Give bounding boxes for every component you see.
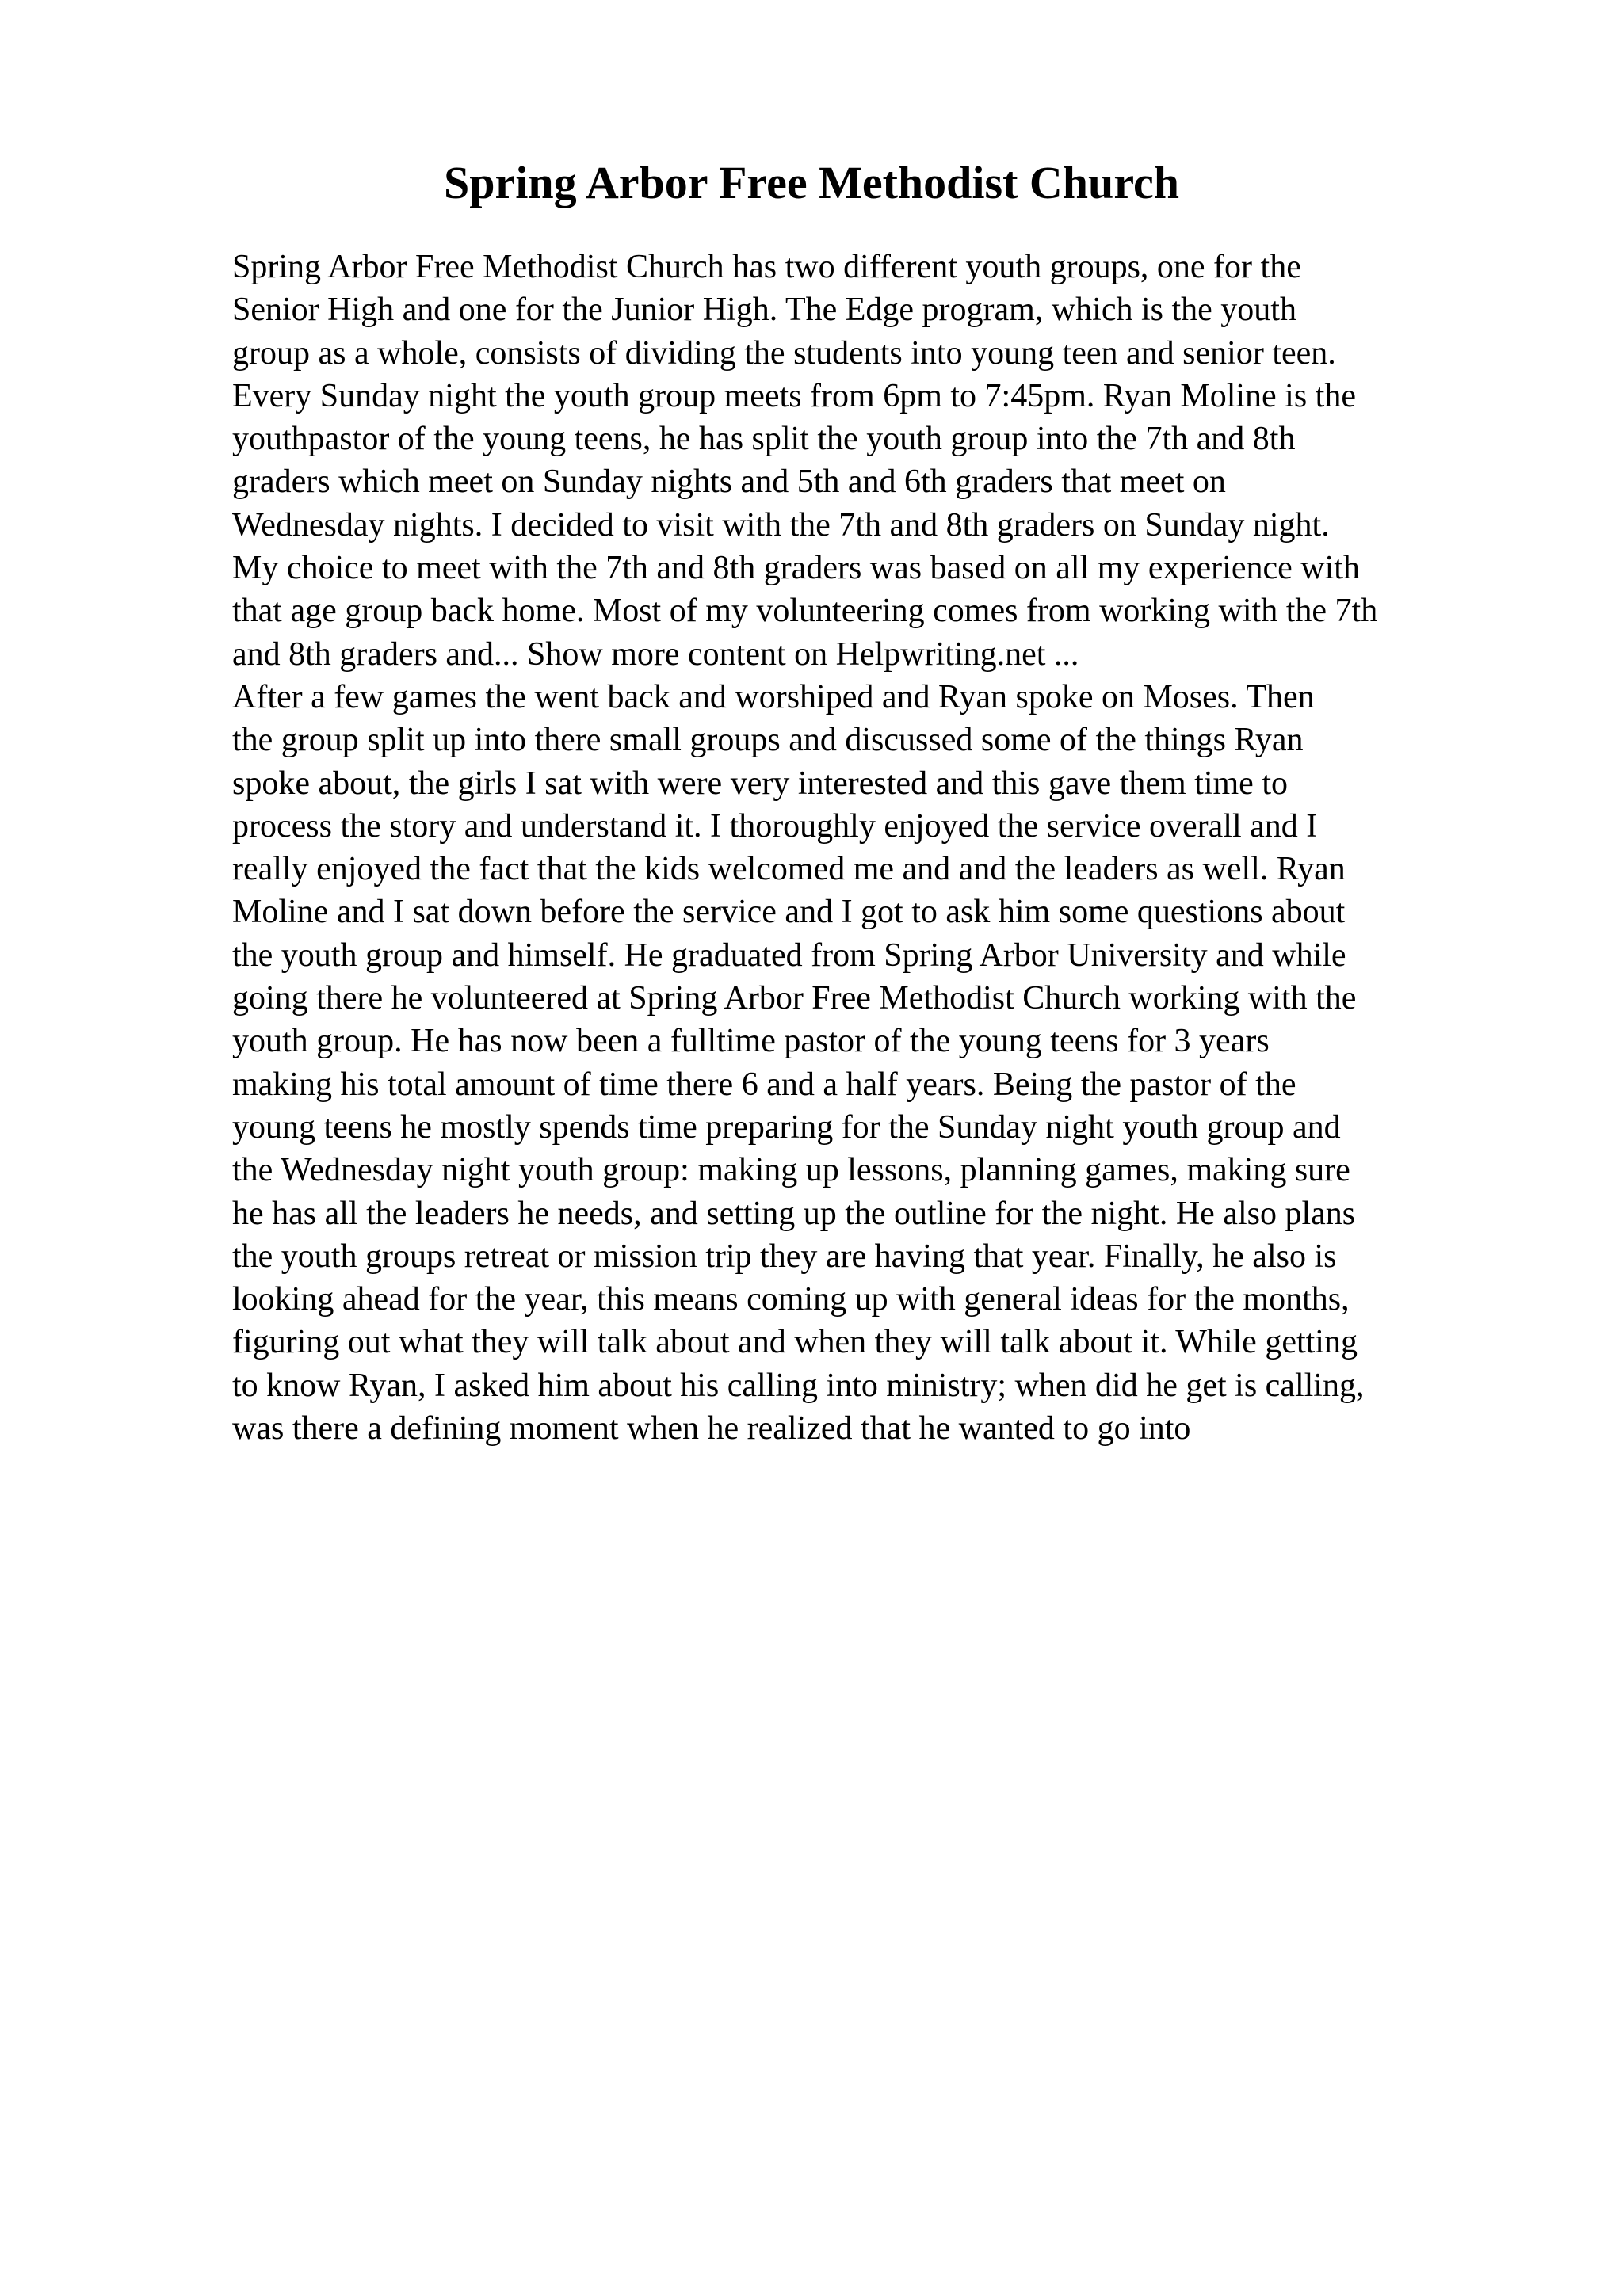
- body-line: Senior High and one for the Junior High. The Edge program, which is the youth: [232, 292, 1296, 329]
- body-line: making his total amount of time there 6 and a half years. Being the pastor of the: [232, 1066, 1296, 1103]
- body-line: figuring out what they will talk about and when they will talk about it. While getting: [232, 1324, 1358, 1361]
- body-line: My choice to meet with the 7th and 8th graders was based on all my experience with: [232, 550, 1360, 587]
- body-line: Moline and I sat down before the service and I got to ask him some questions about: [232, 894, 1346, 931]
- body-line: young teens he mostly spends time preparing for the Sunday night youth group and: [232, 1108, 1341, 1146]
- body-line: that age group back home. Most of my volunteering comes from working with the 7th: [232, 593, 1378, 630]
- body-line: spoke about, the girls I sat with were very interested and this gave them time to: [232, 765, 1288, 802]
- body-line: and 8th graders and... Show more content on Helpwriting.net ...: [232, 635, 1079, 673]
- body-line: the group split up into there small groups and discussed some of the things Ryan: [232, 722, 1304, 759]
- body-line: really enjoyed the fact that the kids welcomed me and and the leaders as well. Ryan: [232, 851, 1346, 888]
- document-body: [232, 246, 1377, 1450]
- body-line: group as a whole, consists of dividing the students into young teen and senior teen.: [232, 334, 1336, 372]
- body-line: youth group. He has now been a fulltime pastor of the young teens for 3 years: [232, 1023, 1270, 1060]
- document-title: Spring Arbor Free Methodist Church: [443, 157, 1180, 208]
- body-line: to know Ryan, I asked him about his calling into ministry; when did he get is calling,: [232, 1367, 1365, 1404]
- body-line: was there a defining moment when he realized that he wanted to go into: [232, 1410, 1191, 1447]
- body-line: Wednesday nights. I decided to visit with the 7th and 8th graders on Sunday night.: [232, 506, 1330, 543]
- body-line: the youth group and himself. He graduated from Spring Arbor University and while: [232, 936, 1346, 974]
- body-line: he has all the leaders he needs, and setting up the outline for the night. He also plans: [232, 1195, 1356, 1232]
- body-line: process the story and understand it. I thoroughly enjoyed the service overall and I: [232, 807, 1318, 845]
- body-line: youthpastor of the young teens, he has split the youth group into the 7th and 8th: [232, 421, 1296, 458]
- body-line: graders which meet on Sunday nights and 5th and 6th graders that meet on: [232, 463, 1226, 501]
- body-line: After a few games the went back and worshiped and Ryan spoke on Moses. Then: [232, 678, 1315, 715]
- body-line: the Wednesday night youth group: making up lessons, planning games, making sure: [232, 1152, 1350, 1189]
- body-line: Every Sunday night the youth group meets from 6pm to 7:45pm. Ryan Moline is the: [232, 377, 1356, 414]
- body-line: looking ahead for the year, this means coming up with general ideas for the months,: [232, 1281, 1350, 1318]
- body-line: going there he volunteered at Spring Arbor Free Methodist Church working with the: [232, 980, 1357, 1017]
- body-line: Spring Arbor Free Methodist Church has two different youth groups, one for the: [232, 249, 1301, 285]
- body-line: the youth groups retreat or mission trip they are having that year. Finally, he also is: [232, 1238, 1337, 1275]
